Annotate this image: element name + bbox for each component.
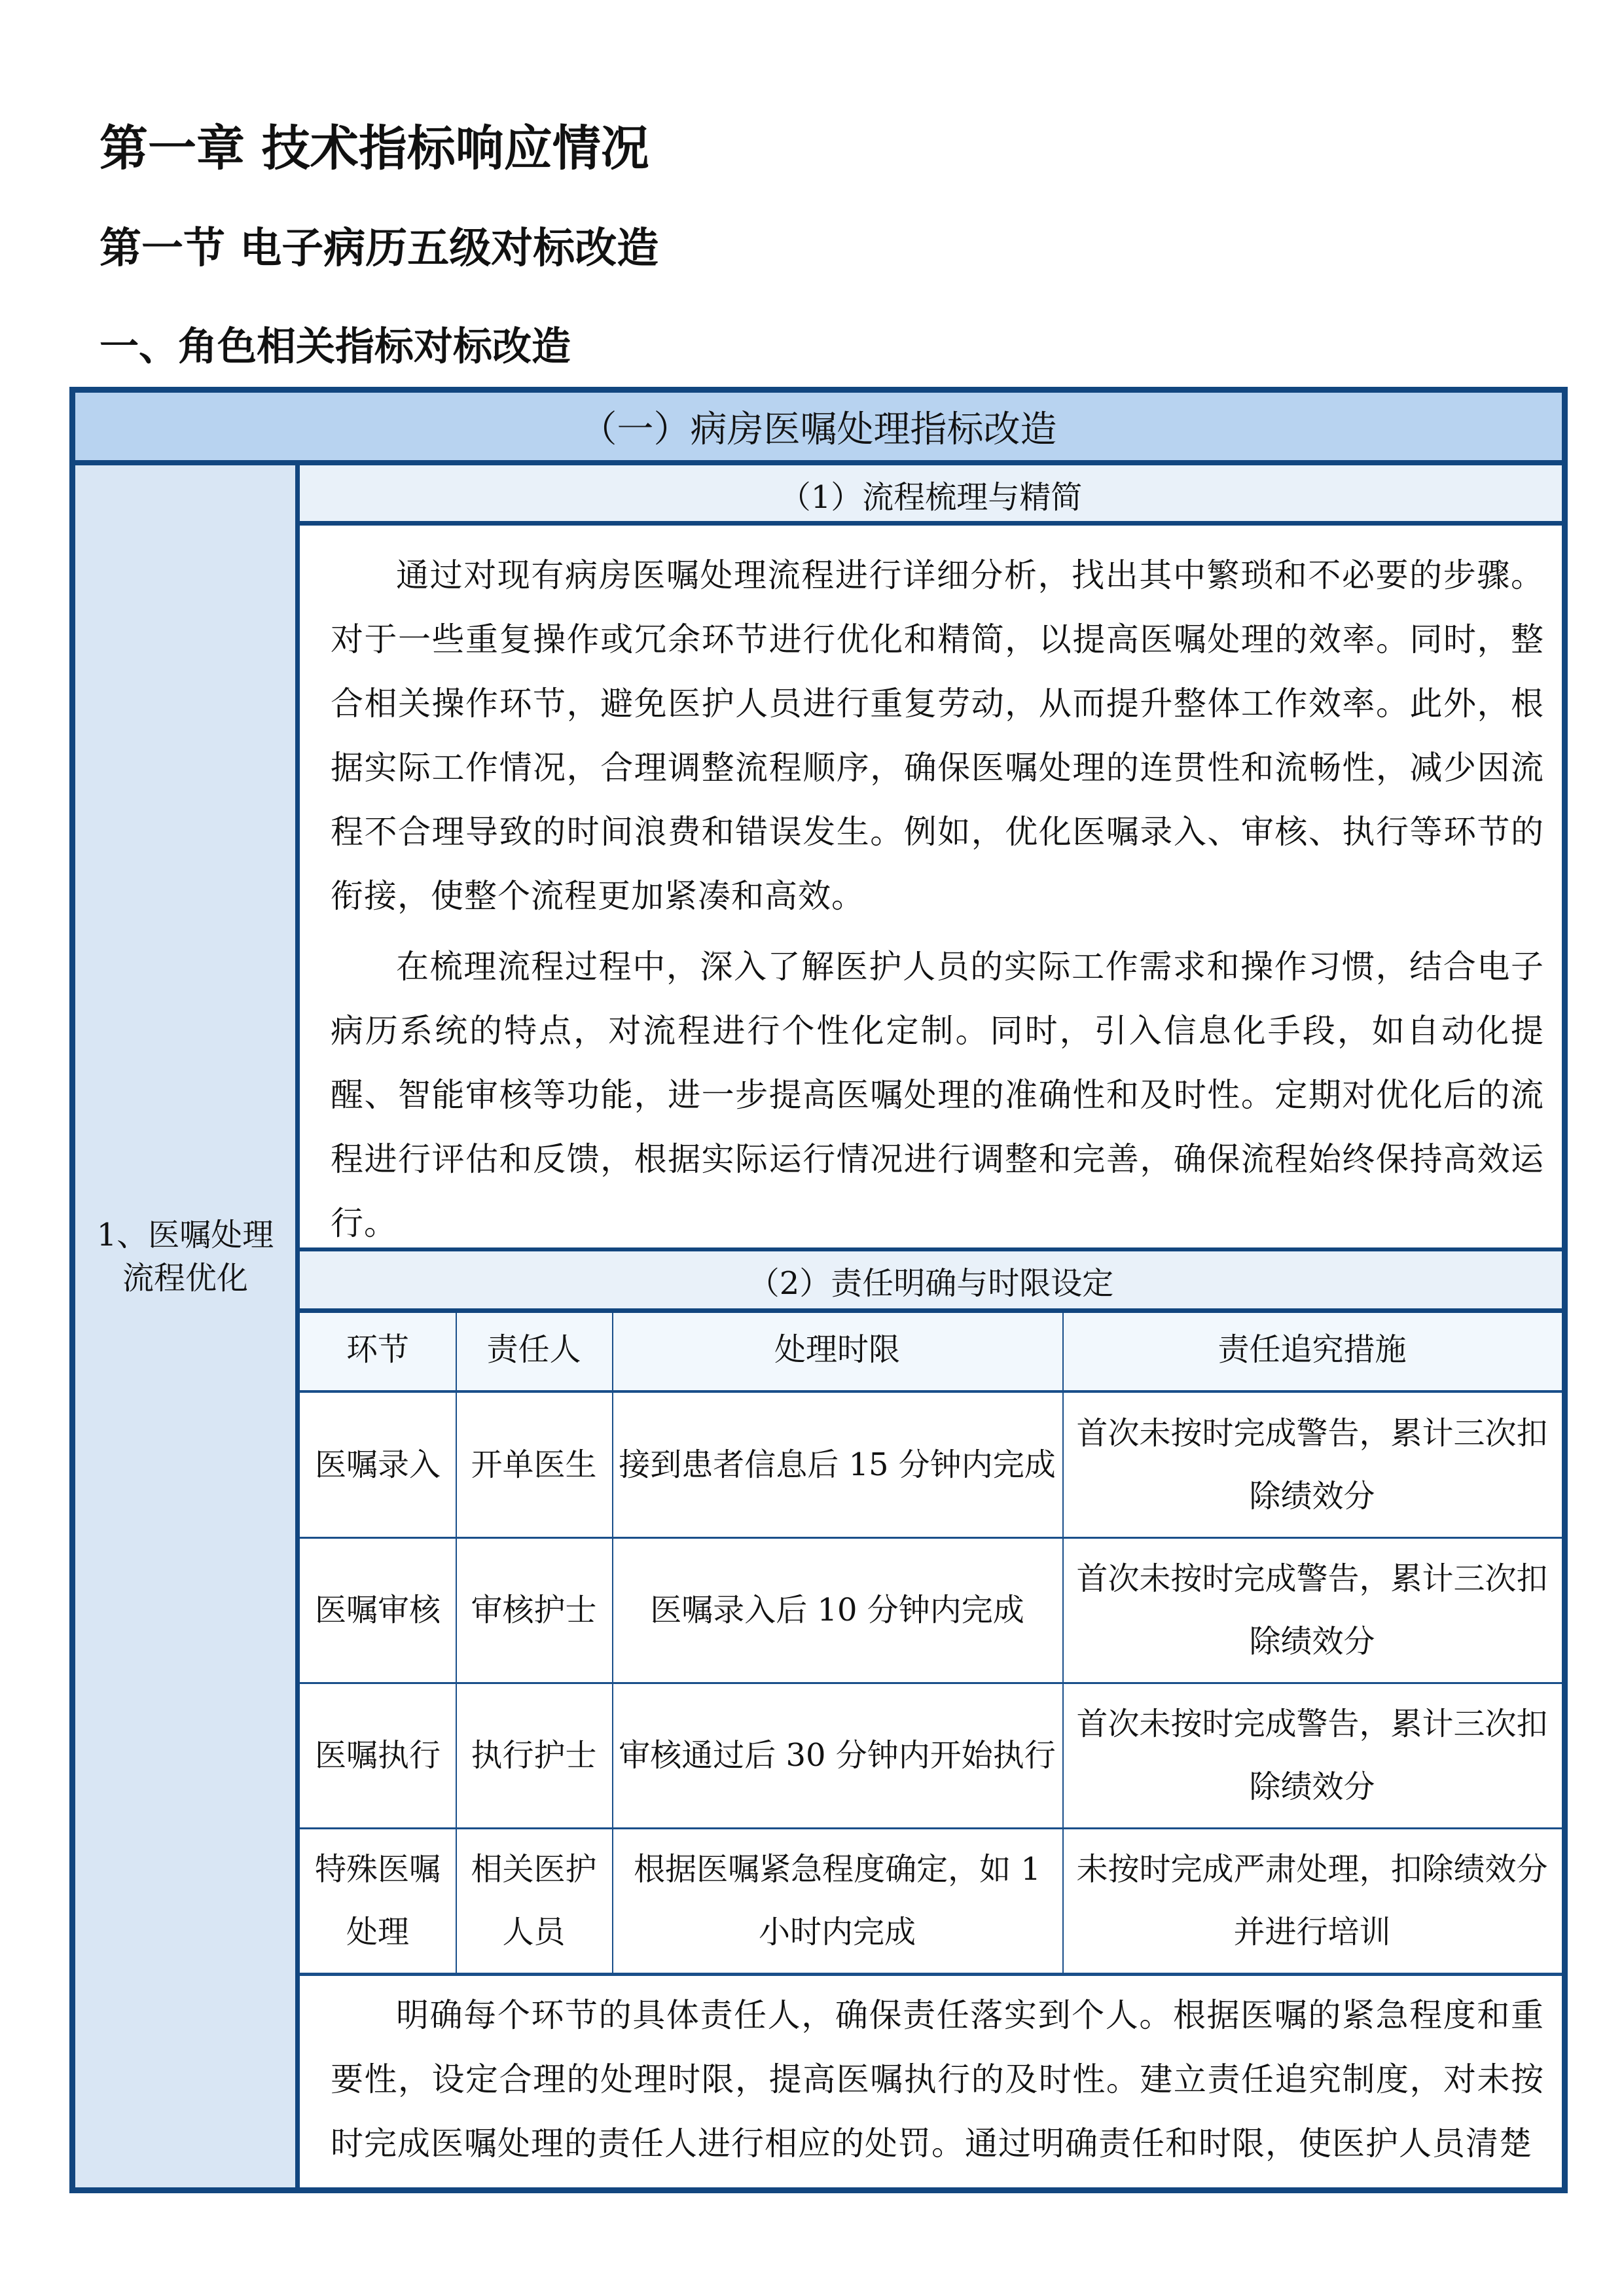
divider [300,1308,1562,1313]
column-header: 责任追究措施 [1218,1331,1407,1368]
divider [612,1313,613,1974]
table-cell: 开单医生 [471,1446,597,1483]
table-cell: 医嘱执行 [314,1737,441,1774]
subsection-heading: 一、角色相关指标对标改造 [99,324,571,370]
table-cell: 首次未按时完成警告，累计三次扣除绩效分 [1076,1415,1548,1515]
divider [300,1973,1562,1976]
table-cell: 审核护士 [471,1592,597,1628]
section-heading: 第一节 电子病历五级对标改造 [99,224,659,273]
column-header: 处理时限 [774,1331,900,1368]
divider [1062,1313,1064,1974]
table-cell: 特殊医嘱处理 [314,1851,441,1950]
table-cell: 首次未按时完成警告，累计三次扣除绩效分 [1076,1706,1548,1805]
table-cell: 医嘱录入 [314,1446,441,1483]
table-cell: 医嘱审核 [314,1592,441,1628]
table-cell: 首次未按时完成警告，累计三次扣除绩效分 [1076,1560,1548,1660]
part1-paragraph: 在梳理流程过程中，深入了解医护人员的实际工作需求和操作习惯，结合电子病历系统的特点，对流程进行个性化定制。同时，引入信息化手段，如自动化提醒、智能审核等功能，进一步提高医嘱处理的准确性和及时性。定期对优化后的流程进行评估和反馈，根据实际运行情况进行调整和完善，确保流程始终保持高效运行。 [331,948,1544,1242]
divider [295,465,300,2187]
column-header: 责任人 [486,1331,581,1368]
left-label: 1、医嘱处理流程优化 [96,1217,274,1297]
table-cell: 根据医嘱紧急程度确定，如 1 小时内完成 [634,1851,1041,1950]
column-header: 环节 [346,1331,409,1368]
table-cell: 相关医护人员 [471,1851,597,1950]
indicator-table [69,387,1568,2193]
table-title: （一）病房医嘱处理指标改造 [580,408,1057,451]
table-cell: 审核通过后 30 分钟内开始执行 [619,1737,1056,1774]
part1-paragraph: 通过对现有病房医嘱处理流程进行详细分析，找出其中繁琐和不必要的步骤。对于一些重复操作或冗余环节进行优化和精简，以提高医嘱处理的效率。同时，整合相关操作环节，避免医护人员进行重复劳动，从而提升整体工作效率。此外，根据实际工作情况，合理调整流程顺序，确保医嘱处理的连贯性和流畅性，减少因流程不合理导致的时间浪费和错误发生。例如，优化医嘱录入、审核、执行等环节的衔接，使整个流程更加紧凑和高效。 [331,556,1544,915]
table-cell: 接到患者信息后 15 分钟内完成 [619,1446,1056,1483]
part1-title: （1）流程梳理与精简 [779,479,1083,516]
chapter-heading: 第一章 技术指标响应情况 [99,120,649,177]
left-column [75,465,295,2187]
divider [75,460,1562,465]
part2-title: （2）责任明确与时限设定 [748,1265,1114,1302]
divider [300,521,1562,526]
divider [456,1313,457,1974]
table-cell: 医嘱录入后 10 分钟内完成 [650,1592,1024,1628]
table-cell: 未按时完成严肃处理，扣除绩效分并进行培训 [1076,1851,1548,1950]
table-cell: 执行护士 [471,1737,597,1774]
part2-paragraph: 明确每个环节的具体责任人，确保责任落实到个人。根据医嘱的紧急程度和重要性，设定合理的处理时限，提高医嘱执行的及时性。建立责任追究制度，对未按时完成医嘱处理的责任人进行相应的处罚。通过明确责任和时限，使医护人员清楚 [331,1996,1544,2162]
